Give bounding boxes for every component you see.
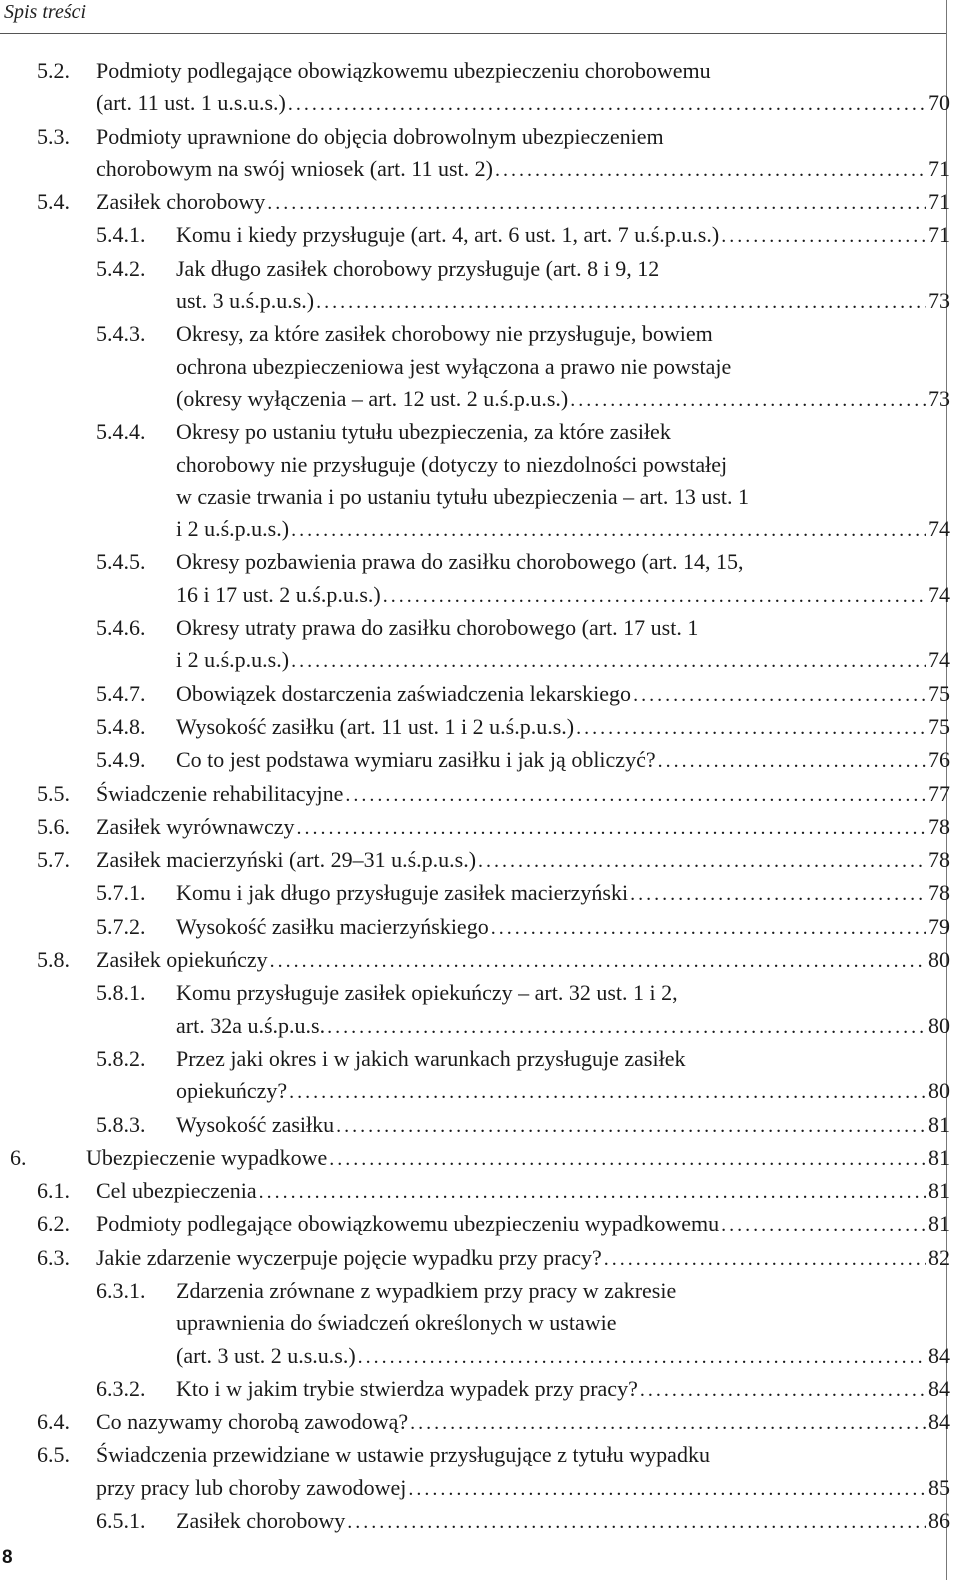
dot-leader — [270, 945, 926, 977]
toc-entry-title-line: Zdarzenia zrównane z wypadkiem przy pracy w zakresie — [176, 1277, 677, 1303]
toc-entry-page: 74 — [928, 647, 950, 673]
toc-entry-body — [176, 744, 950, 777]
toc-entry-number: 5.4.8. — [96, 713, 146, 739]
toc-entry-page: 85 — [928, 1474, 950, 1500]
toc-entry[interactable] — [0, 318, 950, 416]
dot-leader — [658, 745, 926, 777]
toc-entry-page: 80 — [928, 1078, 950, 1104]
toc-entry-last-line — [176, 744, 950, 777]
toc-entry-page: 84 — [928, 1342, 950, 1368]
toc-entry-number: 5.8.3. — [96, 1111, 146, 1137]
toc-entry-number: 6.5. — [37, 1442, 70, 1468]
toc-entry[interactable] — [0, 911, 950, 944]
header-rule — [0, 33, 946, 34]
toc-entry-body — [86, 1142, 950, 1175]
toc-entry-page: 74 — [928, 516, 950, 542]
toc-entry-title-line: Komu i jak długo przysługuje zasiłek macierzyński — [176, 880, 629, 906]
toc-entry-title-line: ochrona ubezpieczeniowa jest wyłączona a prawo nie powstaje — [176, 353, 732, 379]
toc-entry-title-line: Ubezpieczenie wypadkowe — [86, 1144, 328, 1170]
toc-entry[interactable] — [0, 977, 950, 1043]
toc-entry-page: 71 — [928, 222, 950, 248]
toc-entry-body — [176, 1275, 950, 1373]
dot-leader — [478, 845, 926, 877]
toc-entry-body — [96, 1208, 950, 1241]
dot-leader — [297, 812, 926, 844]
toc-entry-last-line — [176, 711, 950, 744]
toc-entry-number: 5.8.1. — [96, 980, 146, 1006]
toc-entry-number: 5.4. — [37, 189, 70, 215]
dot-leader — [345, 779, 926, 811]
toc-entry[interactable] — [0, 1175, 950, 1208]
toc-entry-last-line — [96, 1472, 950, 1505]
dot-leader — [721, 1209, 926, 1241]
toc-entry[interactable] — [0, 711, 950, 744]
toc-entry-page: 82 — [928, 1244, 950, 1270]
toc-entry-title-line: Świadczenia przewidziane w ustawie przysługujące z tytułu wypadku — [96, 1442, 710, 1468]
dot-leader — [336, 1110, 926, 1142]
toc-entry-body — [176, 977, 950, 1043]
toc-entry[interactable] — [0, 844, 950, 877]
toc-entry-body — [96, 944, 950, 977]
toc-entry-title-line: chorobowy nie przysługuje (dotyczy to niezdolności powstałej — [176, 451, 728, 477]
dot-leader — [633, 679, 926, 711]
dot-leader — [721, 220, 926, 252]
toc-entry-title-line: i 2 u.ś.p.u.s.) — [176, 647, 290, 673]
toc-entry-number: 5.5. — [37, 780, 70, 806]
toc-entry-title-line: Okresy po ustaniu tytułu ubezpieczenia, za które zasiłek — [176, 419, 671, 445]
dot-leader — [495, 154, 926, 186]
toc-entry[interactable] — [0, 612, 950, 678]
toc-entry-page: 81 — [928, 1211, 950, 1237]
toc-entry-last-line — [176, 911, 950, 944]
toc-entry[interactable] — [0, 1406, 950, 1439]
toc-entry-body — [96, 1175, 950, 1208]
toc-entry-title-line: Komu przysługuje zasiłek opiekuńczy – art. 32 ust. 1 i 2, — [176, 980, 678, 1006]
toc-entry-last-line — [176, 579, 950, 612]
toc-entry-body — [96, 778, 950, 811]
toc-entry-body — [176, 1505, 950, 1538]
toc-entry-body — [96, 811, 950, 844]
toc-entry-title-line: chorobowym na swój wniosek (art. 11 ust. 2) — [96, 155, 493, 181]
dot-leader — [383, 580, 926, 612]
toc-entry-number: 5.4.9. — [96, 747, 146, 773]
toc-entry-last-line — [176, 513, 950, 546]
toc-entry-title-line: Co nazywamy chorobą zawodową? — [96, 1409, 409, 1435]
dot-leader — [576, 712, 926, 744]
toc-entry-title-line: (okresy wyłączenia – art. 12 ust. 2 u.ś.p.u.s.) — [176, 385, 569, 411]
toc-entry-number: 5.6. — [37, 813, 70, 839]
toc-entry-title-line: Okresy pozbawienia prawa do zasiłku chorobowego (art. 14, 15, — [176, 549, 744, 575]
toc-entry[interactable] — [0, 1043, 950, 1109]
toc-entry-title-line: Wysokość zasiłku (art. 11 ust. 1 i 2 u.ś.p.u.s.) — [176, 713, 575, 739]
toc-entry-last-line — [176, 383, 950, 416]
toc-entry[interactable] — [0, 944, 950, 977]
toc-entry-last-line — [176, 1373, 950, 1406]
toc-entry-last-line — [96, 844, 950, 877]
toc-entry-title-line: Zasiłek wyrównawczy — [96, 813, 295, 839]
toc-entry-title-line: Jak długo zasiłek chorobowy przysługuje (art. 8 i 9, 12 — [176, 255, 660, 281]
toc-entry-body — [176, 219, 950, 252]
toc-entry-body — [176, 1109, 950, 1142]
toc-entry-page: 70 — [928, 90, 950, 116]
toc-entry-body — [96, 1242, 950, 1275]
toc-entry-body — [96, 844, 950, 877]
toc-entry-title-line: i 2 u.ś.p.u.s.) — [176, 516, 290, 542]
toc-entry-title-line: Świadczenie rehabilitacyjne — [96, 780, 344, 806]
toc-entry[interactable] — [0, 744, 950, 777]
toc-entry-title-line: Wysokość zasiłku — [176, 1111, 335, 1137]
toc-entry-last-line — [96, 186, 950, 219]
toc-entry-title-line: Kto i w jakim trybie stwierdza wypadek przy pracy? — [176, 1375, 638, 1401]
toc-entry[interactable] — [0, 1242, 950, 1275]
toc-entry-title-line: Obowiązek dostarczenia zaświadczenia lekarskiego — [176, 680, 632, 706]
toc-entry-last-line — [176, 678, 950, 711]
dot-leader — [291, 645, 926, 677]
toc-entry[interactable] — [0, 186, 950, 219]
toc-entry-page: 74 — [928, 581, 950, 607]
toc-entry-last-line — [176, 1075, 950, 1108]
toc-entry-body — [176, 877, 950, 910]
toc-entry-body — [176, 1043, 950, 1109]
toc-entry-last-line — [96, 1406, 950, 1439]
toc-entry-last-line — [96, 778, 950, 811]
toc-entry-number: 5.8. — [37, 947, 70, 973]
toc-entry-title-line: Okresy utraty prawa do zasiłku chorobowego (art. 17 ust. 1 — [176, 615, 699, 641]
toc-entry-body — [176, 416, 950, 546]
toc-entry-title-line: Podmioty podlegające obowiązkowemu ubezpieczeniu chorobowemu — [96, 58, 711, 83]
toc-entry-number: 6.3.1. — [96, 1277, 146, 1303]
toc-entry-title-line: (art. 3 ust. 2 u.s.u.s.) — [176, 1342, 356, 1368]
toc-entry-last-line — [176, 1505, 950, 1538]
dot-leader — [408, 1473, 926, 1505]
toc-entry-number: 5.4.5. — [96, 549, 146, 575]
toc-entry[interactable] — [0, 877, 950, 910]
toc-entry-title-line: uprawnienia do świadczeń określonych w ustawie — [176, 1310, 617, 1336]
toc-entry-last-line — [176, 219, 950, 252]
toc-entry[interactable] — [0, 1373, 950, 1406]
toc-entry-page: 73 — [928, 288, 950, 314]
running-header: Spis treści — [4, 1, 87, 23]
toc-entry-page: 81 — [928, 1178, 950, 1204]
toc-entry-number: 5.4.7. — [96, 680, 146, 706]
toc-entry-number: 6. — [10, 1144, 27, 1170]
toc-entry-page: 81 — [928, 1144, 950, 1170]
toc-entry-number: 5.4.4. — [96, 419, 146, 445]
toc-entry-number: 5.3. — [37, 123, 70, 149]
toc-entry[interactable] — [0, 121, 950, 187]
page-number: 8 — [2, 1547, 13, 1568]
toc-entry-page: 80 — [928, 1012, 950, 1038]
toc-entry-body — [176, 1373, 950, 1406]
table-of-contents — [0, 55, 950, 1538]
toc-entry-page: 86 — [928, 1508, 950, 1534]
toc-entry-last-line — [96, 1242, 950, 1275]
dot-leader — [570, 384, 926, 416]
toc-entry-title-line: Cel ubezpieczenia — [96, 1178, 257, 1204]
toc-entry-last-line — [176, 285, 950, 318]
dot-leader — [288, 88, 926, 120]
toc-entry-page: 78 — [928, 880, 950, 906]
toc-entry-title-line: Zasiłek chorobowy — [176, 1508, 346, 1534]
toc-entry-last-line — [96, 153, 950, 186]
toc-entry-page: 73 — [928, 385, 950, 411]
toc-entry-body — [96, 186, 950, 219]
toc-entry-body — [176, 253, 950, 319]
dot-leader — [630, 878, 926, 910]
toc-entry-last-line — [96, 944, 950, 977]
toc-entry-body — [176, 711, 950, 744]
toc-entry-number: 5.7.2. — [96, 913, 146, 939]
toc-entry-body — [96, 121, 950, 187]
dot-leader — [640, 1374, 926, 1406]
toc-entry-body — [96, 1439, 950, 1505]
toc-entry-body — [176, 318, 950, 416]
toc-entry-page: 75 — [928, 713, 950, 739]
toc-entry-page: 78 — [928, 847, 950, 873]
toc-entry-body — [96, 55, 950, 121]
toc-entry-body — [176, 612, 950, 678]
toc-entry-title-line: ust. 3 u.ś.p.u.s.) — [176, 288, 315, 314]
toc-entry[interactable] — [0, 1109, 950, 1142]
toc-entry-page: 80 — [928, 947, 950, 973]
toc-entry-last-line — [96, 1175, 950, 1208]
toc-entry-body — [176, 546, 950, 612]
toc-entry-number: 5.4.2. — [96, 255, 146, 281]
toc-entry-number: 5.4.6. — [96, 615, 146, 641]
dot-leader — [291, 514, 926, 546]
toc-entry[interactable] — [0, 1439, 950, 1505]
toc-entry-title-line: (art. 11 ust. 1 u.s.u.s.) — [96, 90, 286, 116]
dot-leader — [410, 1407, 926, 1439]
toc-entry-page: 75 — [928, 680, 950, 706]
dot-leader — [267, 187, 926, 219]
toc-entry-title-line: w czasie trwania i po ustaniu tytułu ubezpieczenia – art. 13 ust. 1 — [176, 483, 750, 509]
dot-leader — [259, 1176, 926, 1208]
toc-entry[interactable] — [0, 678, 950, 711]
dot-leader — [491, 912, 926, 944]
toc-entry-number: 5.7. — [37, 847, 70, 873]
toc-entry-last-line — [176, 644, 950, 677]
toc-entry-page: 76 — [928, 747, 950, 773]
toc-entry-title-line: Zasiłek macierzyński (art. 29–31 u.ś.p.u.s.) — [96, 847, 477, 873]
toc-entry-number: 6.4. — [37, 1409, 70, 1435]
toc-entry-title-line: opiekuńczy? — [176, 1078, 288, 1104]
toc-entry-number: 5.7.1. — [96, 880, 146, 906]
toc-entry[interactable] — [0, 811, 950, 844]
toc-entry-page: 84 — [928, 1375, 950, 1401]
toc-entry-last-line — [176, 1010, 950, 1043]
toc-entry-title-line: przy pracy lub choroby zawodowej — [96, 1474, 407, 1500]
toc-entry-title-line: Wysokość zasiłku macierzyńskiego — [176, 913, 489, 939]
toc-entry-title-line: Co to jest podstawa wymiaru zasiłku i jak ją obliczyć? — [176, 747, 656, 773]
toc-entry-number: 5.2. — [37, 58, 70, 83]
toc-entry-page: 71 — [928, 155, 950, 181]
toc-entry[interactable] — [0, 253, 950, 319]
toc-entry-title-line: art. 32a u.ś.p.u.s. — [176, 1012, 326, 1038]
toc-entry-last-line — [176, 1340, 950, 1373]
toc-entry[interactable] — [0, 1275, 950, 1373]
toc-entry[interactable] — [0, 55, 950, 121]
toc-entry-body — [176, 911, 950, 944]
toc-entry-last-line — [176, 1109, 950, 1142]
toc-entry-number: 6.3. — [37, 1244, 70, 1270]
toc-entry-body — [176, 678, 950, 711]
toc-entry-number: 6.5.1. — [96, 1508, 146, 1534]
toc-entry-title-line: Zasiłek opiekuńczy — [96, 947, 268, 973]
toc-entry-title-line: Podmioty podlegające obowiązkowemu ubezpieczeniu wypadkowemu — [96, 1211, 720, 1237]
toc-entry[interactable] — [0, 778, 950, 811]
toc-entry-title-line: Podmioty uprawnione do objęcia dobrowolnym ubezpieczeniem — [96, 123, 664, 149]
toc-entry-last-line — [86, 1142, 950, 1175]
toc-entry-title-line: 16 i 17 ust. 2 u.ś.p.u.s.) — [176, 581, 381, 607]
toc-entry[interactable] — [0, 546, 950, 612]
toc-entry-title-line: Zasiłek chorobowy — [96, 189, 266, 215]
toc-entry-number: 5.4.1. — [96, 222, 146, 248]
toc-entry-page: 77 — [928, 780, 950, 806]
toc-entry-last-line — [96, 87, 950, 120]
toc-entry[interactable] — [0, 1505, 950, 1538]
dot-leader — [358, 1341, 926, 1373]
toc-entry-number: 5.4.3. — [96, 321, 146, 347]
toc-entry-page: 79 — [928, 913, 950, 939]
dot-leader — [289, 1076, 926, 1108]
toc-entry-title-line: Przez jaki okres i w jakich warunkach przysługuje zasiłek — [176, 1045, 686, 1071]
toc-entry-number: 6.3.2. — [96, 1375, 146, 1401]
toc-entry-page: 78 — [928, 813, 950, 839]
toc-entry[interactable] — [0, 219, 950, 252]
toc-entry[interactable] — [0, 1208, 950, 1241]
toc-entry[interactable] — [0, 416, 950, 546]
toc-entry-title-line: Komu i kiedy przysługuje (art. 4, art. 6 ust. 1, art. 7 u.ś.p.u.s.) — [176, 222, 720, 248]
toc-entry-page: 71 — [928, 189, 950, 215]
toc-entry-number: 6.1. — [37, 1178, 70, 1204]
toc-entry-body — [96, 1406, 950, 1439]
dot-leader — [327, 1011, 926, 1043]
toc-entry-last-line — [96, 811, 950, 844]
toc-entry-title-line: Jakie zdarzenie wyczerpuje pojęcie wypadku przy pracy? — [96, 1244, 602, 1270]
toc-entry-number: 6.2. — [37, 1211, 70, 1237]
dot-leader — [347, 1506, 926, 1538]
toc-entry-page: 81 — [928, 1111, 950, 1137]
toc-entry-title-line: Okresy, za które zasiłek chorobowy nie przysługuje, bowiem — [176, 321, 713, 347]
toc-entry[interactable] — [0, 1142, 950, 1175]
toc-entry-last-line — [176, 877, 950, 910]
dot-leader — [329, 1143, 926, 1175]
toc-entry-page: 84 — [928, 1409, 950, 1435]
toc-entry-last-line — [96, 1208, 950, 1241]
toc-entry-number: 5.8.2. — [96, 1045, 146, 1071]
dot-leader — [316, 286, 926, 318]
dot-leader — [604, 1243, 926, 1275]
